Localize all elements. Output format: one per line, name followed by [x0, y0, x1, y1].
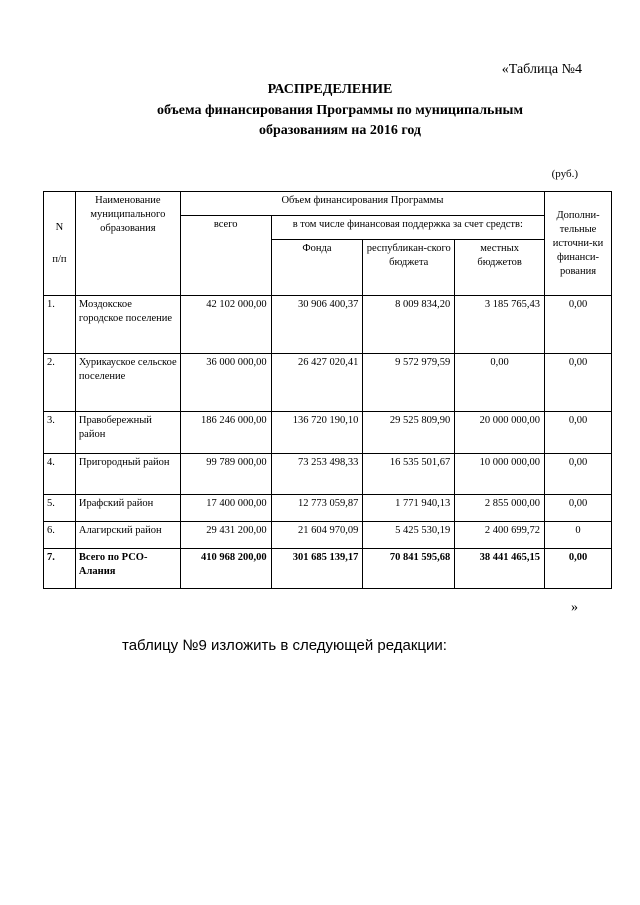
row-extra: 0,00 — [545, 495, 612, 522]
document-subtitle — [70, 101, 610, 141]
units-label: (руб.) — [551, 168, 578, 180]
row-fund: 30 906 400,37 — [271, 296, 363, 354]
row-number: 1. — [44, 296, 76, 354]
row-extra: 0,00 — [545, 296, 612, 354]
row-fund: 73 253 498,33 — [271, 454, 363, 495]
financing-table — [43, 191, 612, 589]
footer-text: таблицу №9 изложить в следующей редакции: — [122, 637, 447, 654]
header-fund: Фонда — [271, 240, 363, 296]
table-number-label: «Таблица №4 — [501, 62, 582, 77]
document-title: РАСПРЕДЕЛЕНИЕ — [267, 82, 393, 97]
row-fund: 21 604 970,09 — [271, 522, 363, 549]
row-republic: 8 009 834,20 — [363, 296, 455, 354]
closing-quote: » — [571, 600, 578, 615]
row-local: 2 855 000,00 — [455, 495, 545, 522]
table-row — [44, 454, 612, 495]
row-republic: 16 535 501,67 — [363, 454, 455, 495]
row-fund: 26 427 020,41 — [271, 354, 363, 412]
row-number: 5. — [44, 495, 76, 522]
header-local: местных бюджетов — [455, 240, 545, 296]
row-extra: 0,00 — [545, 454, 612, 495]
subtitle-line-2: образованиям на 2016 год — [258, 123, 422, 138]
row-extra: 0,00 — [545, 354, 612, 412]
row-extra: 0,00 — [545, 412, 612, 454]
row-name: Хурикауское сельское поселение — [75, 354, 180, 412]
header-total: всего — [180, 216, 271, 296]
row-fund: 301 685 139,17 — [271, 549, 363, 589]
row-name: Пригородный район — [75, 454, 180, 495]
row-total: 186 246 000,00 — [180, 412, 271, 454]
row-total: 36 000 000,00 — [180, 354, 271, 412]
row-total: 17 400 000,00 — [180, 495, 271, 522]
row-republic: 9 572 979,59 — [363, 354, 455, 412]
row-local: 3 185 765,43 — [455, 296, 545, 354]
row-fund: 136 720 190,10 — [271, 412, 363, 454]
table-row-total — [44, 549, 612, 589]
header-name: Наименование муниципального образования — [75, 192, 180, 296]
row-total: 99 789 000,00 — [180, 454, 271, 495]
row-local: 38 441 465,15 — [455, 549, 545, 589]
header-extra: Дополни-тельные источни-ки финанси-рования — [545, 192, 612, 296]
row-total: 410 968 200,00 — [180, 549, 271, 589]
row-extra: 0,00 — [545, 549, 612, 589]
header-number — [44, 192, 76, 296]
subtitle-line-1: объема финансирования Программы по муниципальным — [156, 103, 523, 118]
row-republic: 70 841 595,68 — [363, 549, 455, 589]
row-number: 7. — [44, 549, 76, 589]
row-total: 29 431 200,00 — [180, 522, 271, 549]
row-name: Моздокское городское поселение — [75, 296, 180, 354]
row-extra: 0 — [545, 522, 612, 549]
row-name: Правобережный район — [75, 412, 180, 454]
row-republic: 1 771 940,13 — [363, 495, 455, 522]
row-name: Всего по РСО-Алания — [75, 549, 180, 589]
row-local: 2 400 699,72 — [455, 522, 545, 549]
header-republic: республикан-ского бюджета — [363, 240, 455, 296]
row-number: 3. — [44, 412, 76, 454]
header-volume: Объем финансирования Программы — [180, 192, 544, 216]
header-pp: п/п — [52, 253, 67, 265]
row-number: 6. — [44, 522, 76, 549]
row-republic: 29 525 809,90 — [363, 412, 455, 454]
row-fund: 12 773 059,87 — [271, 495, 363, 522]
row-name: Ирафский район — [75, 495, 180, 522]
row-republic: 5 425 530,19 — [363, 522, 455, 549]
table-row — [44, 296, 612, 354]
table-row — [44, 495, 612, 522]
row-number: 4. — [44, 454, 76, 495]
row-local: 10 000 000,00 — [455, 454, 545, 495]
table-row — [44, 354, 612, 412]
table-row — [44, 412, 612, 454]
row-local: 20 000 000,00 — [455, 412, 545, 454]
header-n: N — [55, 221, 64, 233]
row-number: 2. — [44, 354, 76, 412]
row-local: 0,00 — [455, 354, 545, 412]
table-row — [44, 522, 612, 549]
header-incl: в том числе финансовая поддержка за счет средств: — [271, 216, 544, 240]
row-name: Алагирский район — [75, 522, 180, 549]
row-total: 42 102 000,00 — [180, 296, 271, 354]
